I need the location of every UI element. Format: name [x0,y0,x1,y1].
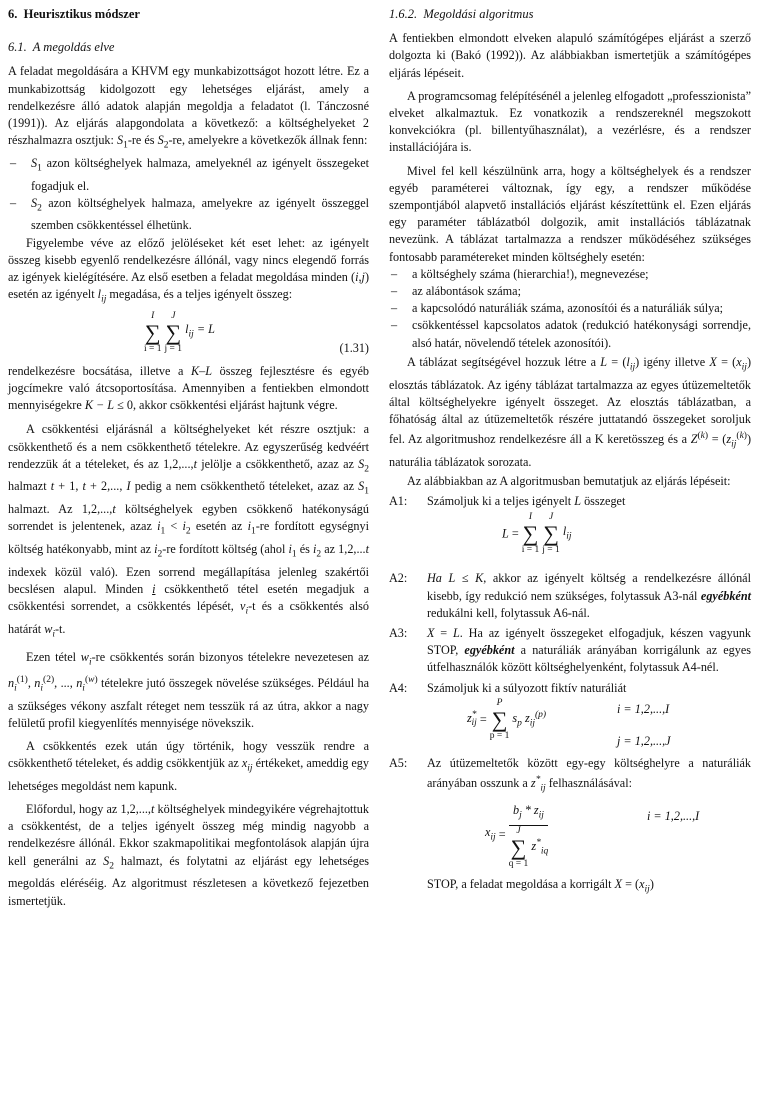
algorithm-step-a3 [389,625,751,677]
subsection-heading-6-1: 6.1. A megoldás elve [8,40,115,55]
right-bullet-3: – a kapcsolódó naturáliák száma, azonosítói és a naturáliák súlya; [389,300,751,317]
algorithm-step-a4 [389,680,751,752]
step-label: A2: [389,571,408,586]
right-paragraph-1: A fentiekben elmondott elveken alapuló számítógépes eljárást a szerző dolgozta ki (Bakó (1992)). Az alábbiakban ismertetjük a számítógépes eljárás lépéseit. [389,31,751,80]
equation-number: (1.31) [339,340,369,355]
left-bullet-2: – $S_2$ azon költséghelyek halmaza, amelyekre az igényelt összeggel szemben csökkentéssel élhetünk. [8,195,369,235]
sigma-symbol: ∑ [165,319,182,345]
eq-lower-i: i = 1 [144,343,162,354]
left-paragraph-4: A csökkentési eljárásnál a költséghelyeket két részre osztjuk: a csökkenthető és a nem csökkenthető tételekre. Az egyszerűség kedvéért rendezzük át a tételeket, és az 1,2,...,t jelölje a csökkenthető, azaz az $S_2$ halmazt t + 1, t + 2,..., I pedig a nem csökkenthető tételeket, azaz az $S_1$ halmazt. Az 1,2,...,t költséghelyek egyben csökkenő hatékonyságú sorrendet is jelentenek, azaz $i_1 < i_2$ esetén az $i_1-re$ fordított egységnyi költség hatékonyabb, mint az $i_2-re$ fordított költség (ahol $i_1$ és $i_2$ az 1,2,...t indexek közül való). Ezen sorrend megállapítása jelenleg szakértői becslésen alapul. Minden i csökkenthető tétel esetén megadjuk a csökkentési sorrendet, a csökkentés lépését, $v_i-t$ és a csökkentés alsó határát $w_i-t$. [8,422,370,640]
sigma-symbol: ∑ [144,319,161,345]
left-paragraph-7: Előfordul, hogy az 1,2,...,t költséghelyek mindegyikére végrehajtottuk a csökkentést, de a teljes igényelt összeg még mindig nagyobb a rendelkezésre állónál. Ekkor szakmapolitikai megfontolások alapján újra kell generálni az $S_2$ halmazt, és folytatni az eljárást egy lehetséges megoldás eléréséig. Az algoritmust részletesen a következő fejezetben ismertetjük. [8,802,369,908]
step-label: A5: [389,755,408,770]
left-paragraph-6: A csökkentés ezek után úgy történik, hogy vesszük rendre a csökkenthető tételeket, és addig csökkentjük az $x_{ij}$ értékeket, ameddig egy lehetséges megoldást nem kapunk. [8,739,369,793]
right-paragraph-2: A programcsomag felépítésénél a jelenleg elfogadott „professzionista” elveket alkalmaztuk. Ez vonatkozik a rendszereknél megszokott konvekciókra (pl. billentyűhasználat), a vezérlésre, és a rendszer installációjára is. [389,88,751,155]
right-paragraph-3: Mivel fel kell készülnünk arra, hogy a költséghelyek és a rendszer egyéb paraméterei változnak, így egy, a rendszer működése szempontjából alapvető installációs eljárást készítettünk el. Ezen eljárás egy paraméter táblázatból dolgozik, amit installációs táblázatnak nevezünk. A táblázat tartalmazza a rendszer működéséhez szükséges fontosabb paramétereket minden költséghely esetén: [389,163,751,264]
algorithm-step-a1 [389,493,751,564]
left-column [8,6,369,910]
a1-equation: L = I ∑ i = 1 J ∑ j = 1 $l_{ij}$ [502,512,572,556]
subsection-heading-1-6-2: 1.6.2. Megoldási algoritmus [389,7,534,21]
right-column [389,6,751,898]
left-paragraph-5: Ezen tétel $w_i-re$ csökkentés során bizonyos tételekre nevezetesen az $n_i^{(1)}$, $n_i^{(2)}$, ..., $n_i^{(w)}$ tételekre jutó összegek növelése szükséges. Például ha a szükséges vékony aszfalt réteget nem tesszük rá az útra, akkor a nagy felületű profil kiegyenlítés mennyisége növekszik. [8,650,370,730]
final-statement: STOP, a feladat megoldása a korrigált $X = (x_{ij})$ [427,876,654,895]
a4-equation: $z^*_{ij}$ = P ∑ p = 1 $s_p$ $z_{ij}^{(p)}$ i = 1,2,...,I j = 1,2,...,J [427,698,751,752]
a4-condition-j: j = 1,2,...,J [617,733,671,748]
right-paragraph-4: A táblázat segítségével hozzuk létre a $L = (l_{ij})$ igény illetve $X = (x_{ij})$ elosztás táblázatok. Az igény táblázat tartalmazza az egyes útüzemeltetők által költséghelyekre igényelt összeget. Az elosztás táblázatban, a főhatóság által az útüzemeltetők részére juttatandó összegeket soroljuk fel. Az algoritmushoz rendelkezésre áll a K keretösszeg és a $Z^{(k)} = (z_{ij}^{(k)})$ naturália táblázatok sorozata. [389,354,752,469]
a5-equation: $x_{ij}$ = $b_j * z_{ij}$ J ∑ q = 1 $z^*_{iq}$ i = 1,2,...,I [427,800,751,874]
right-paragraph-5: Az alábbiakban az A algoritmusban bemutatjuk az eljárás lépéseit: [407,474,731,489]
algorithm-step-a2 [389,570,751,622]
left-paragraph-3: rendelkezésre bocsátása, illetve a K–L összeg fejlesztésre és egyéb jogcímekre való átcsoportosítása. Amennyiben a fentiekben elmondott mennyiségekre K − L ≤ 0, akkor csökkentési eljárást hajtunk végre. [8,363,369,413]
left-paragraph-1: A feladat megoldására a KHVM egy munkabizottságot hozott létre. Ez a munkabizottság kidolgozott egy lehetséges eljárást, amely a rendelkezésre álló adatok alapján megoldja a feladatot (l. Tánczosné (1991)). Az eljárás alapgondolata a következő: a költséghelyeket 2 részhalmazra osztjuk: $S_1-re$ és $S_2-re$, amelyekre a következők állnak fenn: [8,64,369,151]
step-text: Ha L ≤ K, akkor az igényelt költség a rendelkezésre állónál kisebb, így redukció nem szükséges, folytassuk A3-nál egyébként redukálni kell, folytassuk A6-nál. [427,571,751,620]
right-bullet-1: – a költséghely száma (hierarchia!), megnevezése; [389,266,751,283]
eq-upper-j: J [171,310,176,321]
step-label: A4: [389,680,408,695]
a5-condition-i: i = 1,2,...,I [647,808,700,823]
step-text: Az útüzemeltetők között egy-egy költséghelyre a naturáliák arányában osszunk a $z^*_{ij}$ felhasználásával: [427,755,751,794]
right-bullet-2: – az alábontások száma; [389,283,751,300]
step-label: A1: [389,494,408,509]
right-bullet-4: – csökkentéssel kapcsolatos adatok (redukció hatékonysági sorrendje, alsó határ, növelendő tételek azonosítói). [389,317,751,351]
step-label: A3: [389,626,408,641]
step-text: Számoljuk ki a teljes igényelt L összeget [427,494,626,509]
left-paragraph-2: Figyelembe véve az előző jelöléseket két eset lehet: az igényelt összeg kisebb egyenlő rendelkezésre állónál, vagy nincs elegendő forrás az igények kielégítésére. Az első esetben a feladat megoldása minden (i,j) esetén az igényelt $l_{ij}$ megadása, és a teljes igényelt összeg: [8,235,369,305]
equation-1-31: I ∑ i = 1 J ∑ j = 1 $l_{ij} = L$ (1.31) [8,311,369,363]
step-text: X = L. Ha az igényelt összegeket elfogadjuk, készen vagyunk STOP, egyébként a naturáliák arányában korrigálunk az egyes útfelhasználók között költséghelyenként, folytassuk A4-nél. [427,626,752,675]
eq-lower-j: j = 1 [164,343,183,354]
step-text: Számoljuk ki a súlyozott fiktív naturáliát [427,680,627,695]
left-bullet-1: – $S_1$ azon költséghelyek halmaza, amelyeknél az igényelt összegeket fogadjuk el. [8,155,369,195]
a4-condition-i: i = 1,2,...,I [617,701,670,716]
eq-upper-i: I [151,310,155,321]
algorithm-step-a5 [389,755,751,899]
section-heading: 6. Heurisztikus módszer [8,7,140,21]
